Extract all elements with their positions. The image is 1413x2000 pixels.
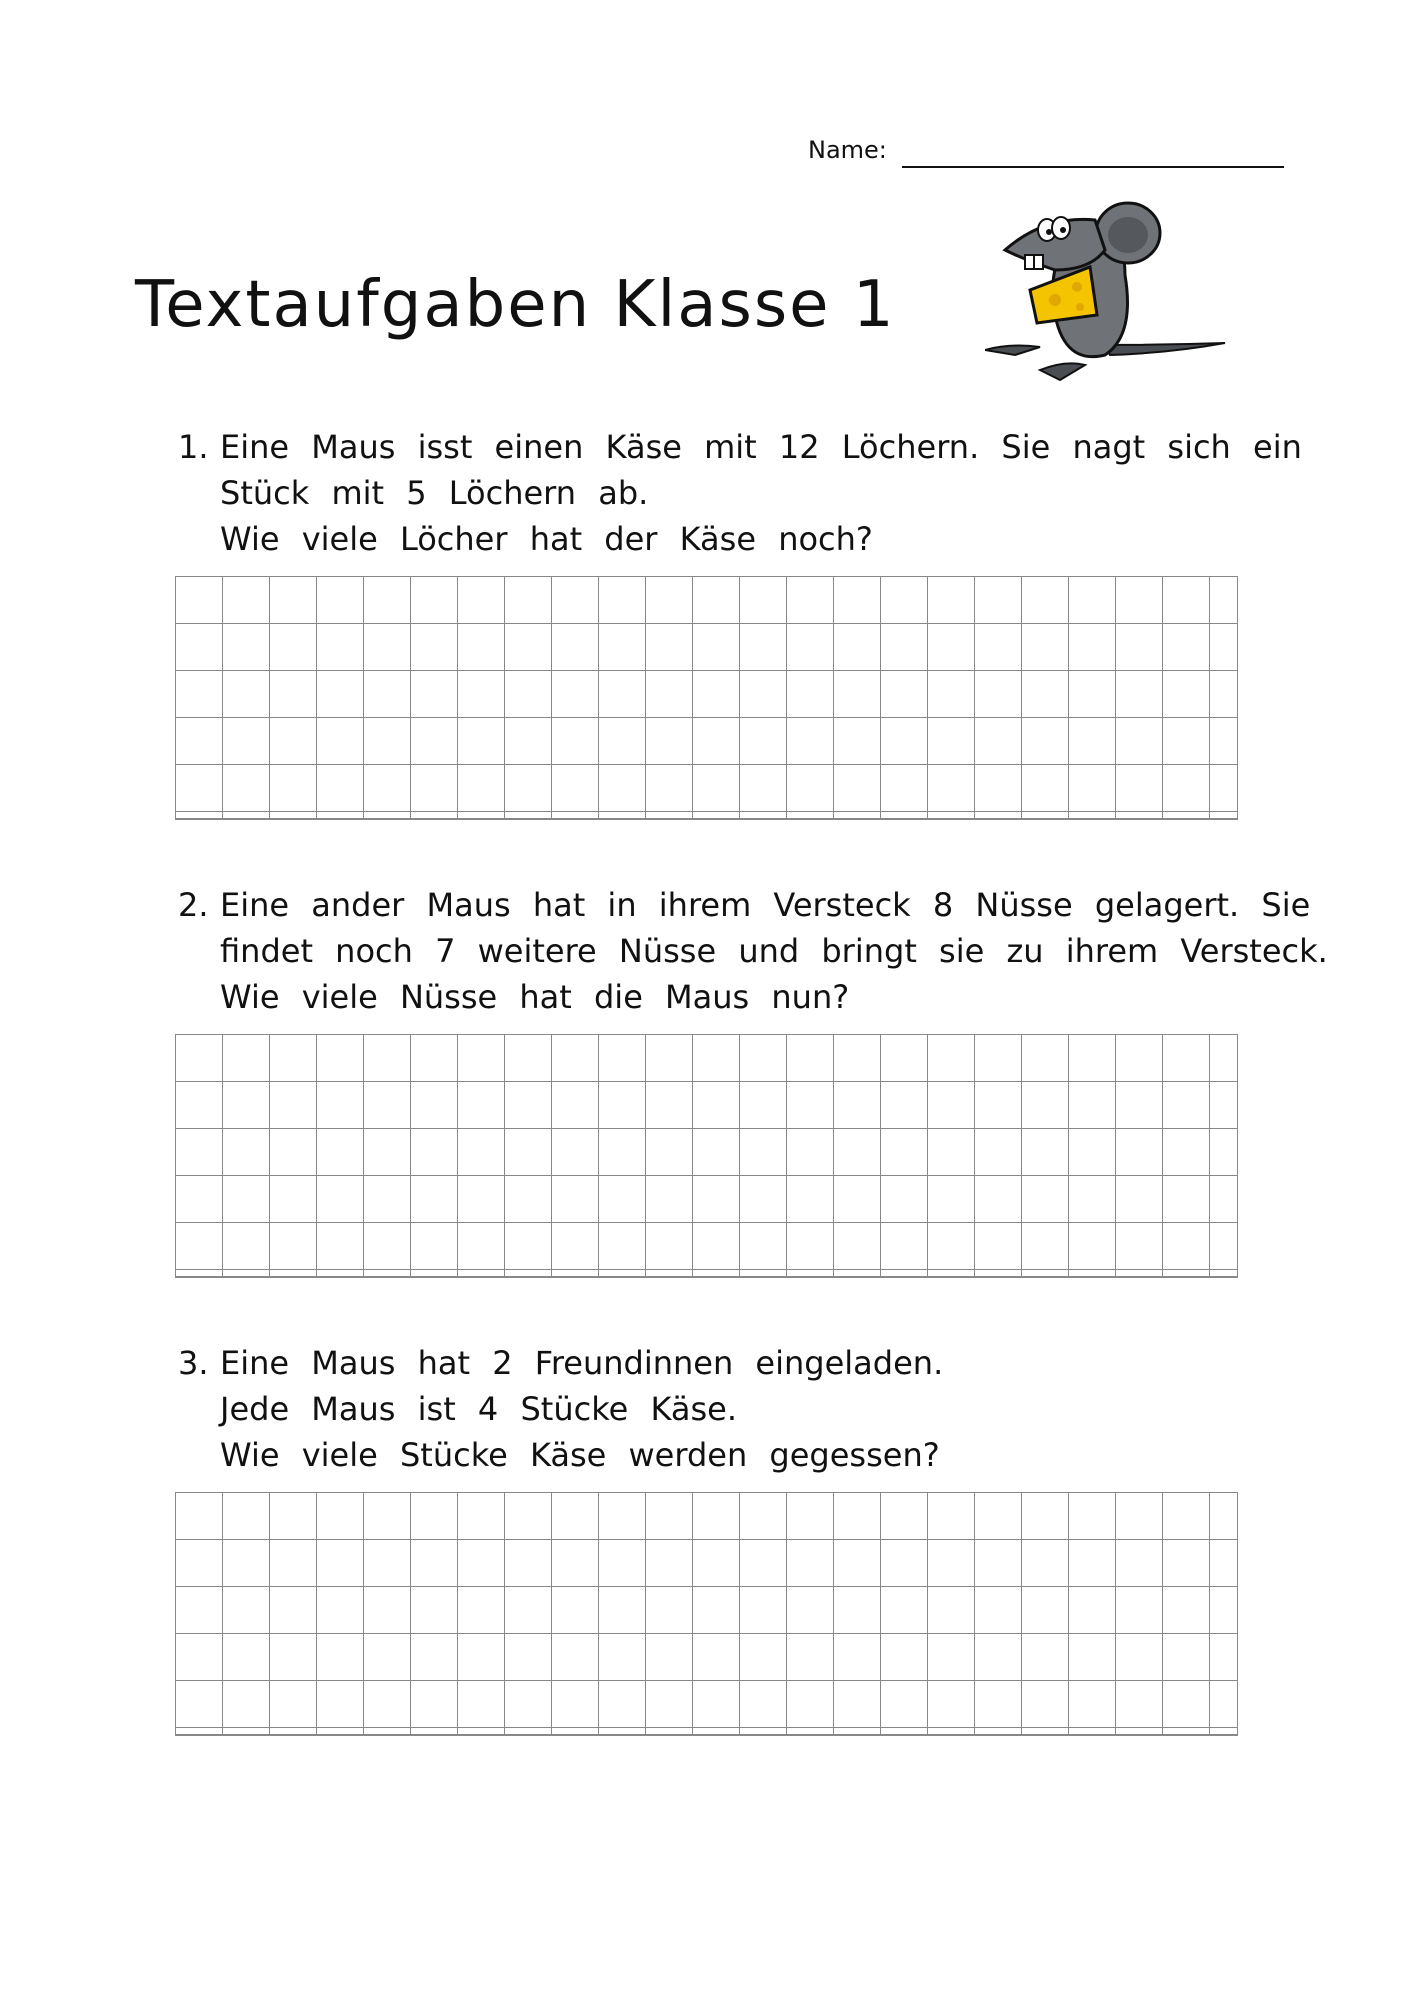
task-line: Wie viele Löcher hat der Käse noch?: [220, 520, 873, 558]
answer-grid-1[interactable]: [175, 576, 1238, 820]
task-number: 2.: [178, 886, 209, 924]
name-input-line[interactable]: [902, 166, 1284, 168]
answer-grid-3[interactable]: [175, 1492, 1238, 1736]
task-number: 1.: [178, 428, 209, 466]
task-line: Stück mit 5 Löchern ab.: [220, 474, 649, 512]
task-text: [220, 1340, 1260, 1478]
task-text: [220, 882, 1328, 1020]
task-line: Wie viele Stücke Käse werden gegessen?: [220, 1436, 940, 1474]
task-line: Wie viele Nüsse hat die Maus nun?: [220, 978, 850, 1016]
task-line: findet noch 7 weitere Nüsse und bringt sie zu ihrem Versteck.: [220, 932, 1328, 970]
page-title: Textaufgaben Klasse 1: [135, 268, 896, 342]
name-label: Name:: [808, 136, 887, 164]
task-text: [220, 424, 1302, 562]
task-line: Eine ander Maus hat in ihrem Versteck 8 Nüsse gelagert. Sie: [220, 886, 1311, 924]
mouse-with-cheese-icon: [985, 195, 1235, 390]
answer-grid-2[interactable]: [175, 1034, 1238, 1278]
task-line: Eine Maus hat 2 Freundinnen eingeladen.: [220, 1344, 944, 1382]
task-number: 3.: [178, 1344, 209, 1382]
task-line: Eine Maus isst einen Käse mit 12 Löchern. Sie nagt sich ein: [220, 428, 1302, 466]
name-row: [808, 136, 1288, 176]
task-line: Jede Maus ist 4 Stücke Käse.: [220, 1390, 737, 1428]
